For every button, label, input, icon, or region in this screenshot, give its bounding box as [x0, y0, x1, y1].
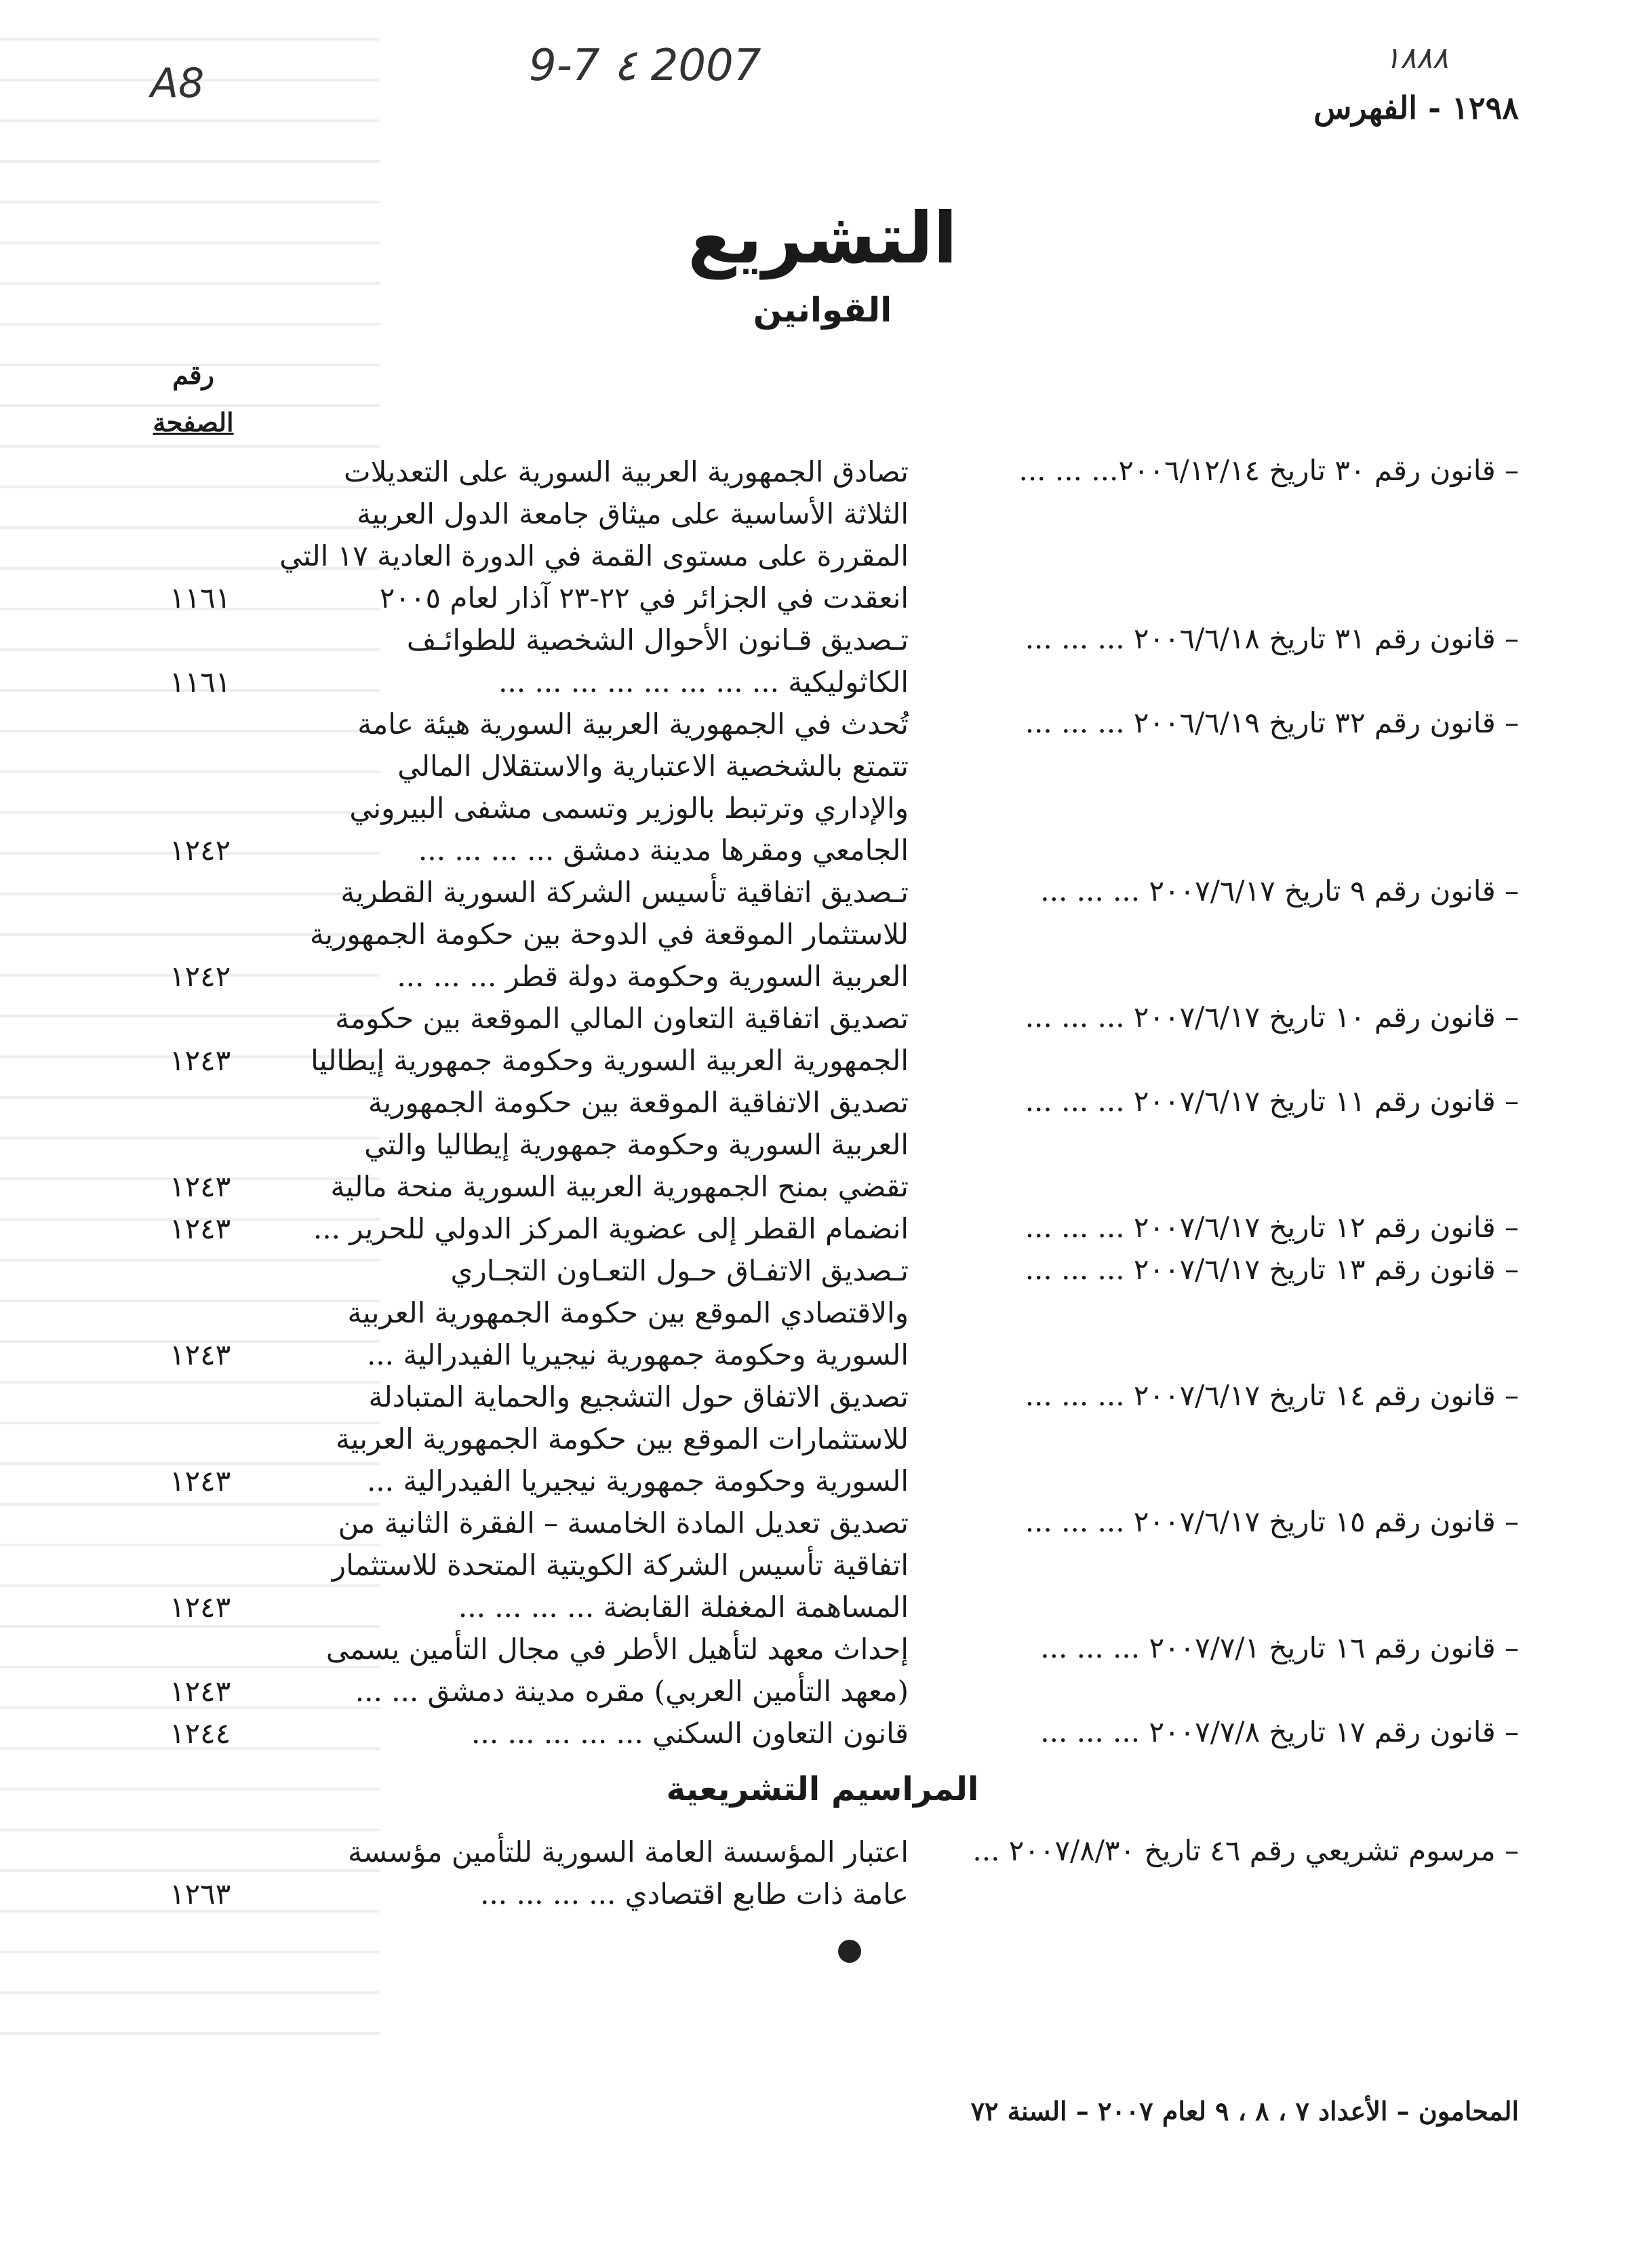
page-column-header-page: الصفحة [153, 407, 234, 437]
law-reference: – قانون رقم ١١ تاريخ ٢٠٠٧/٦/١٧ ... ... ... [1025, 1084, 1519, 1118]
law-description: تصديق اتفاقية التعاون المالي الموقعة بين حكومة الجمهورية العربية السورية وحكومة جمهورية إيطاليا [311, 1002, 909, 1077]
law-reference: – قانون رقم ٩ تاريخ ٢٠٠٧/٦/١٧ ... ... ... [1040, 874, 1519, 907]
law-reference: – قانون رقم ١٠ تاريخ ٢٠٠٧/٦/١٧ ... ... ... [1025, 1000, 1519, 1034]
page-number: ١٢٤٢ [170, 834, 231, 867]
law-reference: – قانون رقم ٣١ تاريخ ٢٠٠٦/٦/١٨ ... ... ... [1025, 622, 1519, 655]
law-reference: – قانون رقم ٣٠ تاريخ ٢٠٠٦/١٢/١٤... ... ... [1018, 454, 1519, 487]
law-reference: – قانون رقم ١٤ تاريخ ٢٠٠٧/٦/١٧ ... ... ... [1025, 1379, 1519, 1412]
section-subtitle-laws: القوانين [753, 290, 892, 330]
page-number: ١٢٤٣ [170, 1464, 231, 1498]
page-number: ١٢٦٣ [170, 1877, 231, 1911]
page-number: ١١٦١ [170, 581, 231, 614]
law-reference: – قانون رقم ١٣ تاريخ ٢٠٠٧/٦/١٧ ... ... ... [1025, 1253, 1519, 1286]
law-reference: – قانون رقم ١٦ تاريخ ٢٠٠٧/٧/١ ... ... ... [1040, 1631, 1519, 1664]
law-description: قانون التعاون السكني ... ... ... ... ... [471, 1717, 909, 1750]
law-description: تـصديق اتفاقية تأسيس الشركة السورية القطرية للاستثمار الموقعة في الدوحة بين حكومة الجمهورية العربية السورية وحكومة دولة قطر ... ... ... [309, 876, 909, 993]
law-description: تـصديق قـانون الأحوال الشخصية للطوائـف الكاثوليكية ... ... ... ... ... ... ... ... [406, 623, 909, 699]
handwritten-note-middle: 9-7 ٤ 2007 [529, 41, 761, 91]
end-bullet [838, 1940, 861, 1963]
page-number: ١٢٤٣ [170, 1675, 231, 1708]
law-description: تصادق الجمهورية العربية السورية على التعديلات الثلاثة الأساسية على ميثاق جامعة الدول العربية المقررة على مستوى القمة في الدورة العادية ١٧ التي انعقدت في الجزائر في ٢٢-٢٣ آذار لعام ٢٠٠٥ [279, 455, 909, 614]
page-number: ١٢٤٤ [170, 1717, 231, 1750]
law-reference: – قانون رقم ١٢ تاريخ ٢٠٠٧/٦/١٧ ... ... ... [1025, 1211, 1519, 1244]
handwritten-note-right: ١٨٨٨ [1384, 41, 1448, 75]
law-description: تصديق الاتفاقية الموقعة بين حكومة الجمهورية العربية السورية وحكومة جمهورية إيطاليا والتي تقضي بمنح الجمهورية العربية السورية منحة مالية [330, 1086, 909, 1203]
page-number: ١٢٤٣ [170, 1170, 231, 1203]
law-reference: – قانون رقم ٣٢ تاريخ ٢٠٠٦/٦/١٩ ... ... ... [1025, 706, 1519, 739]
page-number: ١١٦١ [170, 665, 231, 699]
section-subtitle-decrees: المراسيم التشريعية [666, 1770, 979, 1808]
page-number: ١٢٤٢ [170, 960, 231, 993]
running-header: ١٢٩٨ - الفهرس [1313, 90, 1519, 126]
law-description: إحداث معهد لتأهيل الأطر في مجال التأمين يسمى (معهد التأمين العربي) مقره مدينة دمشق ... ... [325, 1632, 909, 1708]
page-column-header-number: رقم [172, 359, 214, 390]
page-number: ١٢٤٣ [170, 1044, 231, 1077]
law-description: تصديق تعديل المادة الخامسة – الفقرة الثانية من اتفاقية تأسيس الشركة الكويتية المتحدة للاستثمار المساهمة المغفلة القابضة ... ... ... ... [332, 1506, 909, 1624]
law-description: تـصديق الاتفـاق حـول التعـاون التجـاري والاقتصادي الموقع بين حكومة الجمهورية العربية السورية وحكومة جمهورية نيجيريا الفيدرالية ... [347, 1254, 909, 1371]
page-title: التشريع [688, 197, 957, 279]
law-description: تُحدث في الجمهورية العربية السورية هيئة عامة تتمتع بالشخصية الاعتبارية والاستقلال المالي والإداري وترتبط بالوزير وتسمى مشفى البيروني الجامعي ومقرها مدينة دمشق ... ... ... ... [349, 707, 909, 867]
page-number: ١٢٤٣ [170, 1338, 231, 1371]
decree-reference: – مرسوم تشريعي رقم ٤٦ تاريخ ٢٠٠٧/٨/٣٠ ... [972, 1834, 1519, 1867]
page-number: ١٢٤٣ [170, 1590, 231, 1624]
page-number: ١٢٤٣ [170, 1212, 231, 1245]
law-description: انضمام القطر إلى عضوية المركز الدولي للحرير ... [313, 1212, 909, 1245]
law-reference: – قانون رقم ١٧ تاريخ ٢٠٠٧/٧/٨ ... ... ... [1040, 1715, 1519, 1748]
law-reference: – قانون رقم ١٥ تاريخ ٢٠٠٧/٦/١٧ ... ... ... [1025, 1505, 1519, 1538]
law-description: تصديق الاتفاق حول التشجيع والحماية المتبادلة للاستثمارات الموقع بين حكومة الجمهورية العربية السورية وحكومة جمهورية نيجيريا الفيدرالية ... [336, 1380, 909, 1498]
decree-description: اعتبار المؤسسة العامة السورية للتأمين مؤسسة عامة ذات طابع اقتصادي ... ... ... ... [348, 1835, 909, 1911]
page-footer: المحامون – الأعداد ٧ ، ٨ ، ٩ لعام ٢٠٠٧ – السنة ٧٢ [970, 2096, 1519, 2126]
handwritten-note-left: A8 [151, 60, 205, 107]
